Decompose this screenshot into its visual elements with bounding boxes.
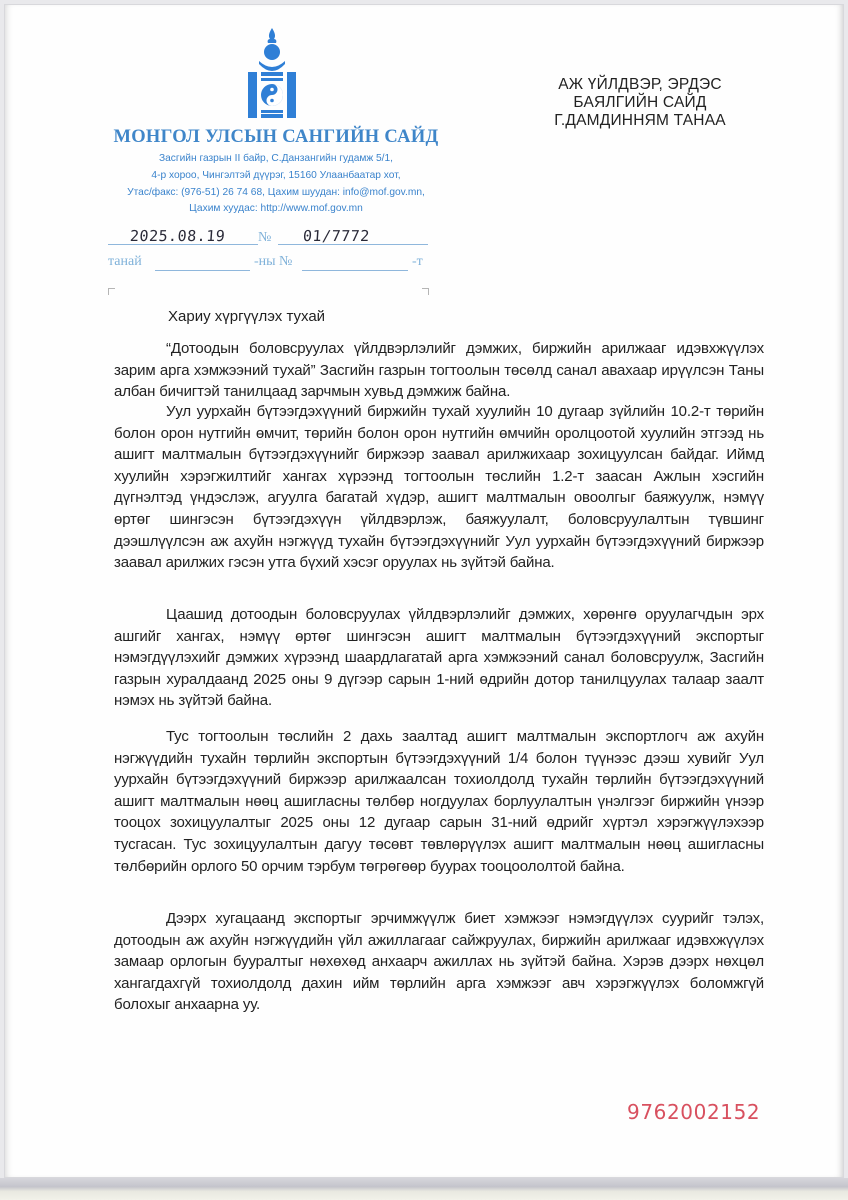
body-paragraph: Тус тогтоолын төслийн 2 дахь заалтад ашигт малтмалын экспортлогч аж ахуйн нэгжүүдийн тухайн төрлийн экспортын бүтээгдэхүүний 1/4 болон түүнээс дээш хувийг Уул уурхайн бүтээгдэхүүний биржээр арилжаалсан тохиолдолд тухайн төрлийн бүтээгдэхүүний ашигт малтмалын нөөц ашигласны төлбөр ногдуулах борлуулалтын үнэлгээг биржийн үнээр тооцох зохицуулалтыг 2025 оны 12 дугаар сарын 31-ний өдрийг хүртэл хэрэгжүүлэхээр тусгасан. Тус зохицуулалтын дагуу төсөвт төвлөрүүлэх ашигт малтмалын нөөц ашигласны төлбөрийн орлого 50 орчим тэрбум төгрөгөөр буурах тооцоололтой байна. xyxy=(114,728,764,875)
your-suffix-label: -т xyxy=(412,254,423,269)
letter-subject: Хариу хүргүүлэх тухай xyxy=(168,308,326,325)
recipient-block xyxy=(530,76,750,130)
serial-number: 9762002152 xyxy=(627,1100,761,1124)
your-number-underline xyxy=(302,270,408,271)
body-paragraph: Дээрх хугацаанд экспортыг эрчимжүүлж биет хэмжээг нэмэгдүүлэх суурийг тэлэх, дотоодын аж ахуйн нэгжүүдийн үйл ажиллагааг сайжруулах, биржийн арилжааг идэвхжүүлэх замаар орлогын бууралтыг нөхөхөд анхаарч ажиллах нь зүйтэй байна. Хэрэв дээрх нөхцөл хангагдахгүй тохиолдолд дахин ийм төрлийн арга хэмжээг авч хэрэгжүүлэх боломжгүй болохыг анхаарна уу. xyxy=(114,910,764,1014)
contact-line: Утас/факс: (976-51) 26 74 68, Цахим шуудан: info@mof.gov.mn, xyxy=(127,187,425,198)
letter-number: 01/7772 xyxy=(302,227,371,245)
website-line: Цахим хуудас: http://www.mof.gov.mn xyxy=(189,203,363,214)
recipient-line: АЖ ҮЙЛДВЭР, ЭРДЭС xyxy=(558,76,722,93)
your-number-label: -ны № xyxy=(254,254,293,269)
your-date-underline xyxy=(155,270,250,271)
soyombo-emblem-icon xyxy=(244,26,300,122)
letter-date: 2025.08.19 xyxy=(129,227,226,245)
your-label: танай xyxy=(108,254,142,269)
body-paragraph: Цаашид дотоодын боловсруулах үйлдвэрлэлийг дэмжих, хөрөнгө оруулагчдын эрх ашгийг хангах, нэмүү өртөг шингэсэн ашигт малтмалын бүтээгдэхүүний экспортыг нэмэгдүүлэхийг дэмжих хүрээнд шаардлагатай арга хэмжээний санал боловсруулж, Засгийн газрын хуралдаанд 2025 оны 9 дүгээр сарын 1-ний өдрийн дотор танилцуулах талаар заалт нэмэх нь зүйтэй байна. xyxy=(114,606,764,710)
scan-bottom-edge xyxy=(0,1178,848,1200)
address-line: 4-р хороо, Чингэлтэй дүүрэг, 15160 Улаанбаатар хот, xyxy=(151,170,401,181)
recipient-line: Г.ДАМДИННЯМ ТАНАА xyxy=(554,112,726,129)
organization-name: МОНГОЛ УЛСЫН САНГИЙН САЙД xyxy=(113,127,439,147)
margin-corner-mark xyxy=(108,288,115,295)
address-line: Засгийн газрын II байр, С.Данзангийн гудамж 5/1, xyxy=(158,153,394,164)
body-paragraph: Уул уурхайн бүтээгдэхүүний биржийн тухай хуулийн 10 дугаар зүйлийн 10.2-т төрийн болон орон нутгийн өмчит, төрийн болон орон нутгийн өмчийн оролцоотой хуулийн этгээд нь ашигт малтмалын бүтээгдэхүүнийг биржээр заавал арилжихаар зохицуулсан байдаг. Иймд хуулийн хэрэгжилтийг хангах хүрээнд тогтоолын төслийн 1.2-т заасан Ажлын хэсгийн дүгнэлтэд үндэслэж, агуулга багатай хүдэр, ашигт малтмалын овоолгыг баяжуулж, нэмүү өртөг шингэсэн бүтээгдэхүүн үйлдвэрлэж, баяжуулалт, боловсруулалтын түвшинг дээшлүүлсэн аж ахуйн нэгжүүд тухайн бүтээгдэхүүнийг Уул уурхайн бүтээгдэхүүний биржээр заавал арилжих гэсэн утга бүхий хэсэг оруулах нь зүйтэй байна. xyxy=(114,403,764,572)
body-paragraph: “Дотоодын боловсруулах үйлдвэрлэлийг дэмжих, биржийн арилжааг идэвхжүүлэх зарим арга хэмжээний тухай” Засгийн газрын тогтоолын төсөлд санал авахаар ирүүлсэн Таны албан бичигтэй танилцаад зарчмын хувьд дэмжиж байна. xyxy=(114,340,764,401)
number-label: № xyxy=(258,230,272,245)
margin-corner-mark xyxy=(422,288,429,295)
recipient-line: БАЯЛГИЙН САЙД xyxy=(573,94,707,111)
